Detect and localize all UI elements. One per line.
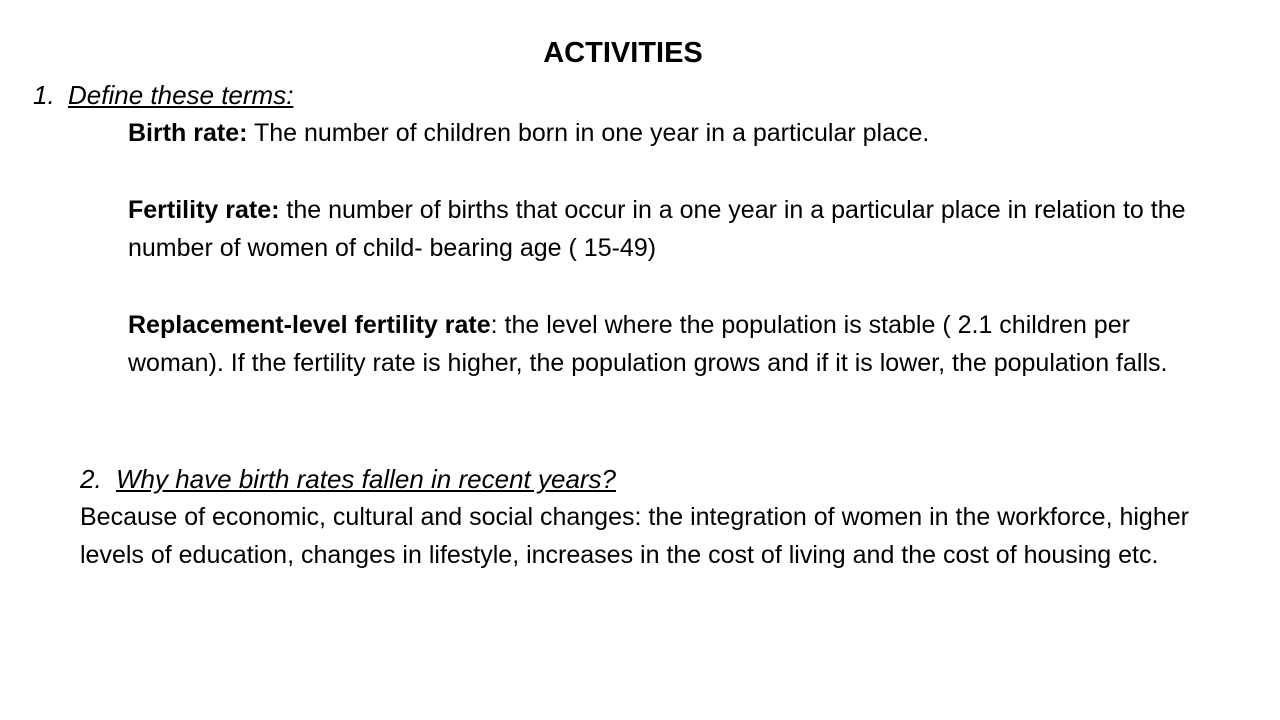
definition-replacement-level-fertility-rate: [128, 306, 1208, 382]
definitions-list: [128, 114, 1208, 421]
definition-term: Birth rate:: [128, 119, 248, 147]
question-1-text: Define these terms:: [68, 80, 294, 110]
question-2-number: 2.: [80, 464, 102, 494]
slide-title: ACTIVITIES: [543, 37, 703, 69]
definition-text: : the level where the population is stable ( 2.1 children per woman). If the fertility rate is higher, the population grows and if it is lower, the population falls.: [128, 311, 1168, 377]
definition-term: Fertility rate:: [128, 196, 280, 224]
answer-2: Because of economic, cultural and social changes: the integration of women in the workforce, higher levels of education, changes in lifestyle, increases in the cost of living and the cost of housing etc.: [80, 503, 1189, 569]
question-1: [33, 78, 293, 112]
question-1-number: 1.: [33, 80, 55, 110]
definition-text: The number of children born in one year in a particular place.: [247, 119, 930, 147]
question-2-text: Why have birth rates fallen in recent years?: [116, 464, 617, 494]
definition-term: Replacement-level fertility rate: [128, 311, 491, 339]
definition-fertility-rate: [128, 191, 1208, 267]
definition-birth-rate: [128, 114, 1208, 152]
definition-text: the number of births that occur in a one year in a particular place in relation to the number of women of child- bearing age ( 15-49): [128, 196, 1186, 262]
question-2: [80, 460, 616, 498]
